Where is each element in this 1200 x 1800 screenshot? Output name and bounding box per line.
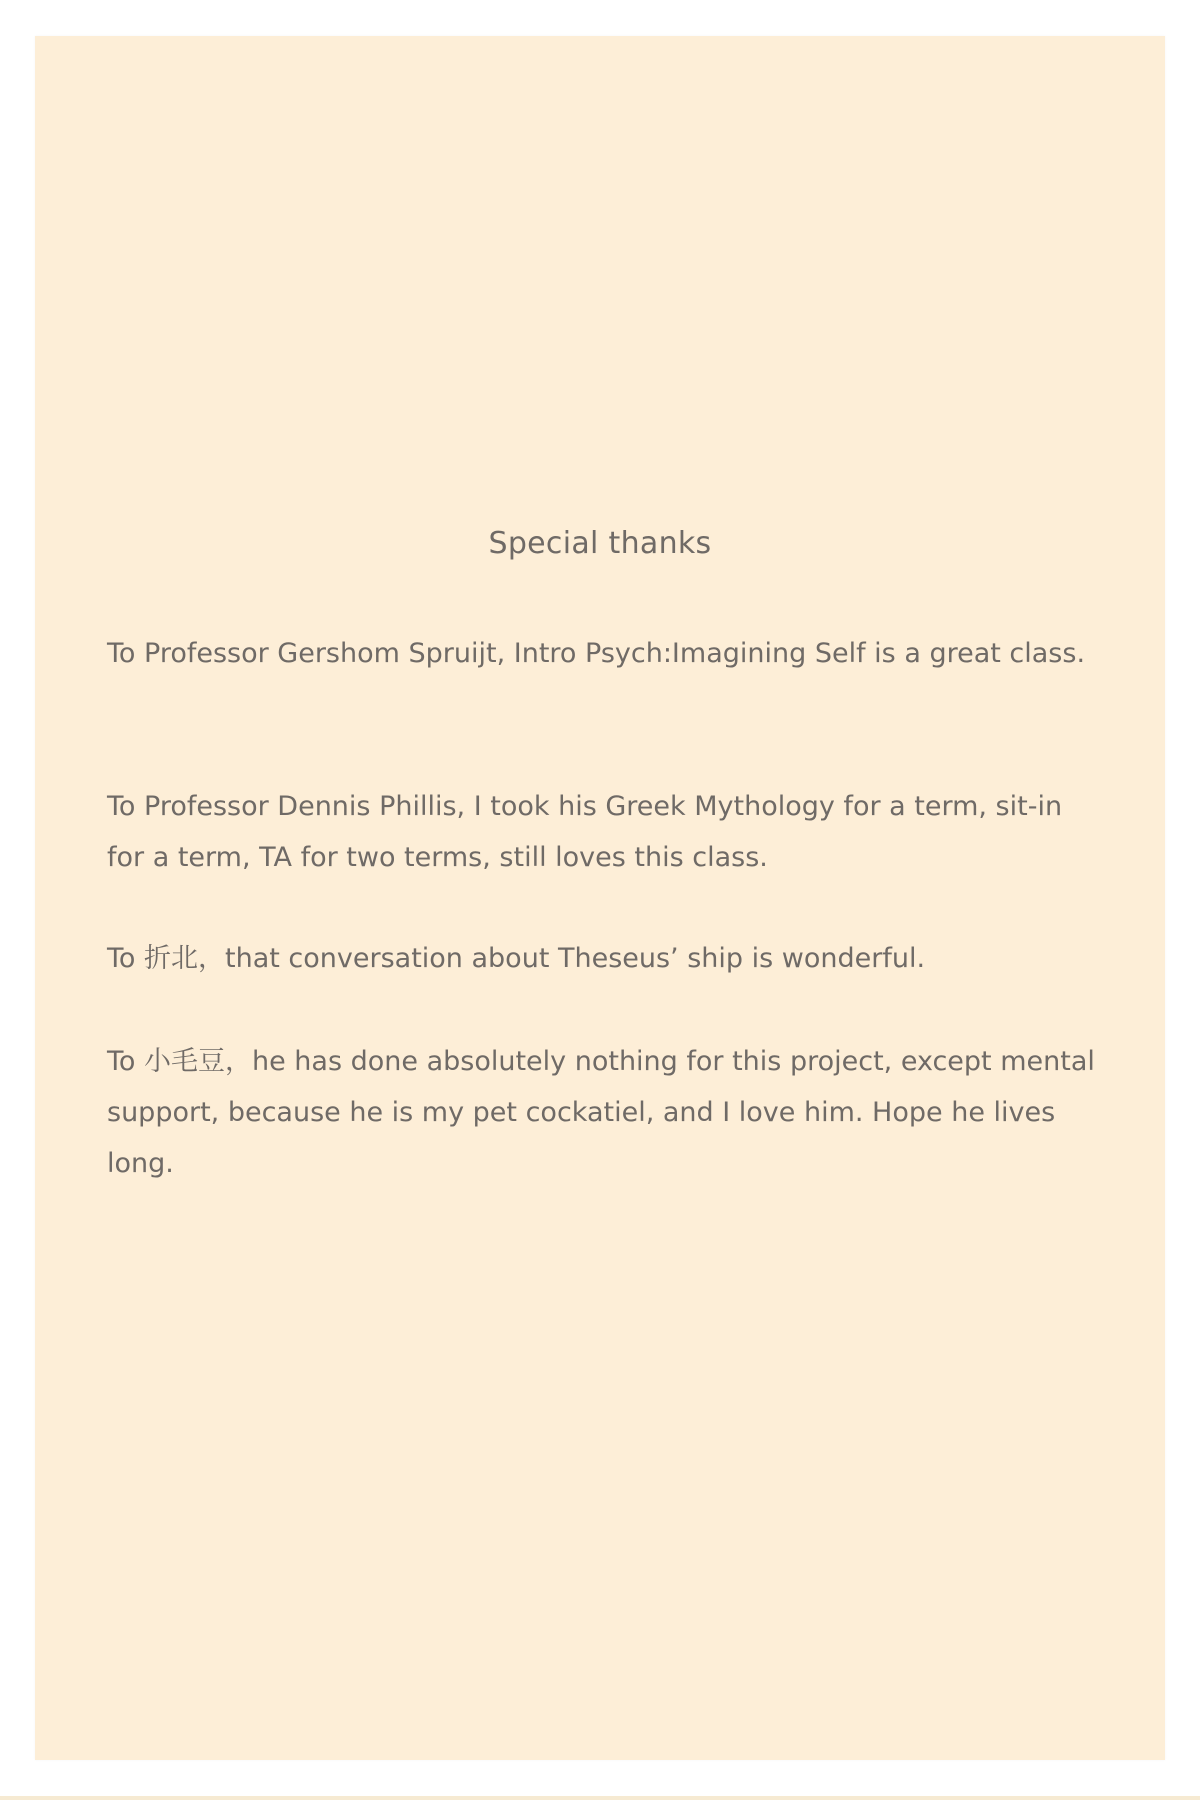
thanks-paragraph-1: To Professor Gershom Spruijt, Intro Psych:Imagining Self is a great class. [107,638,1086,669]
document-page [35,36,1165,1760]
thanks-paragraph-4: To 小毛豆，he has done absolutely nothing for this project, except mental support, because he is my pet cockatiel, and I love him. Hope he lives long. [107,1046,1095,1179]
thanks-paragraph-2: To Professor Dennis Phillis, I took his Greek Mythology for a term, sit-in for a term, TA for two terms, still loves this class. [107,791,1063,873]
page-bottom-edge [0,1796,1200,1800]
thanks-paragraph-3: To 折北，that conversation about Theseus’ ship is wonderful. [107,943,926,974]
page-title: Special thanks [488,526,712,561]
